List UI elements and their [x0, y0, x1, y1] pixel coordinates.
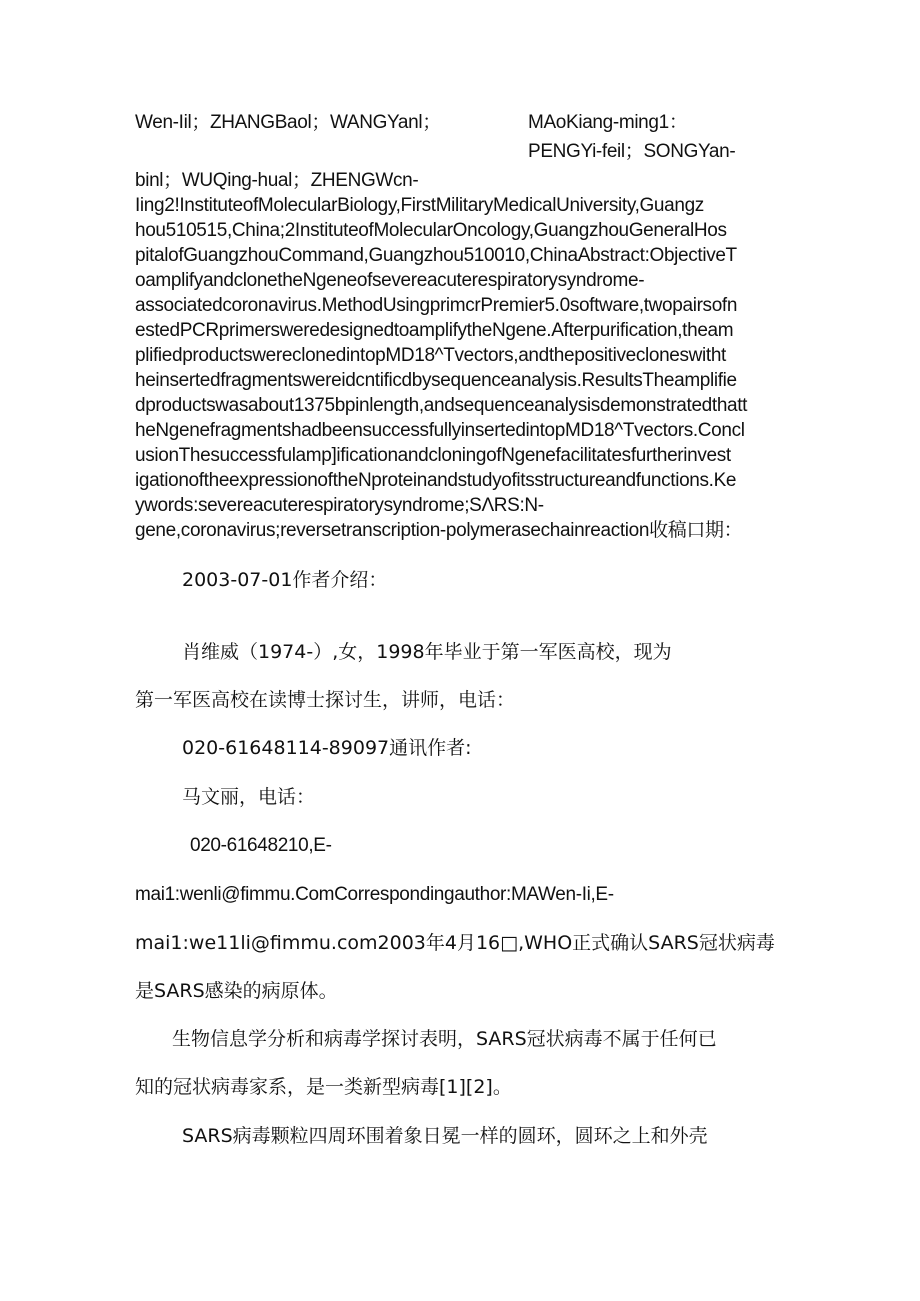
bio-line: mai1:we11li@fimmu.com2003年4月16□,WHO正式确认SARS冠状病毒	[135, 932, 775, 954]
paragraph-line: 生物信息学分析和病毒学探讨表明，SARS冠状病毒不属于任何已	[172, 1028, 717, 1050]
abstract-line: usionThesuccessfulamp]ificationandcloningofNgenefacilitatesfurtherinvest	[135, 445, 731, 466]
received-date-line: 2003-07-01作者介绍：	[182, 569, 388, 591]
abstract-line: associatedcoronavirus.MethodUsingprimcrPremier5.0software,twopairsofn	[135, 295, 738, 316]
abstract-line: heinsertedfragmentswereidcntificdbysequenceanalysis.ResultsTheamplifie	[135, 370, 737, 391]
bio-line: mai1:wenli@fimmu.ComCorrespondingauthor:MAWen-Ii,E-	[135, 884, 614, 905]
author-line-1-right: MAoKiang-ming1：	[528, 112, 688, 133]
bio-line: 肖维威（1974-）,女，1998年毕业于第一军医高校，现为	[182, 641, 672, 663]
abstract-line: estedPCRprimersweredesignedtoamplifytheNgene.Afterpurification,theam	[135, 320, 734, 341]
bio-line: 马文丽，电话：	[182, 786, 316, 808]
bio-line: 020-61648210,E-	[190, 835, 332, 856]
abstract-line: dproductswasabout1375bpinlength,andsequenceanalysisdemonstratedthatt	[135, 395, 748, 416]
abstract-line: Iing2!InstituteofMolecularBiology,FirstMilitaryMedicalUniversity,Guangz	[135, 195, 704, 216]
abstract-line: hou510515,China;2InstituteofMolecularOncology,GuangzhouGeneralHos	[135, 220, 727, 241]
bio-line: 第一军医高校在读博士探讨生，讲师，电话：	[135, 689, 516, 711]
abstract-line: plifiedproductswereclonedintopMD18^Tvectors,andthepositivecloneswitht	[135, 345, 726, 366]
paragraph-line: SARS病毒颗粒四周环围着象日冕一样的圆环，圆环之上和外壳	[182, 1125, 708, 1147]
abstract-line: pitalofGuangzhouCommand,Guangzhou510010,ChinaAbstract:ObjectiveT	[135, 245, 737, 266]
bio-line: 是SARS感染的病原体。	[135, 980, 338, 1002]
abstract-line: igationoftheexpressionoftheNproteinandstudyofitsstructureandfunctions.Ke	[135, 470, 737, 491]
abstract-line: heNgenefragmentshadbeensuccessfullyinsertedintopMD18^Tvectors.Concl	[135, 420, 745, 441]
author-line-1-left: Wen-Iil；ZHANGBaol；WANGYanl；	[135, 112, 441, 133]
abstract-line: binl；WUQing-hual；ZHENGWcn-	[135, 170, 419, 191]
author-line-2-right: PENGYi-feil；SONGYan-	[528, 141, 736, 162]
abstract-line: ywords:severeacuterespiratorysyndrome;SΛRS:N-	[135, 495, 544, 516]
bio-line: 020-61648114-89097通讯作者:	[182, 737, 472, 759]
abstract-line: oamplifyandclonetheNgeneofsevereacuterespiratorysyndrome-	[135, 270, 645, 291]
paragraph-line: 知的冠状病毒家系，是一类新型病毒[1][2]。	[135, 1076, 512, 1098]
abstract-line: gene,coronavirus;reversetranscription-polymerasechainreaction收稿口期：	[135, 520, 743, 541]
